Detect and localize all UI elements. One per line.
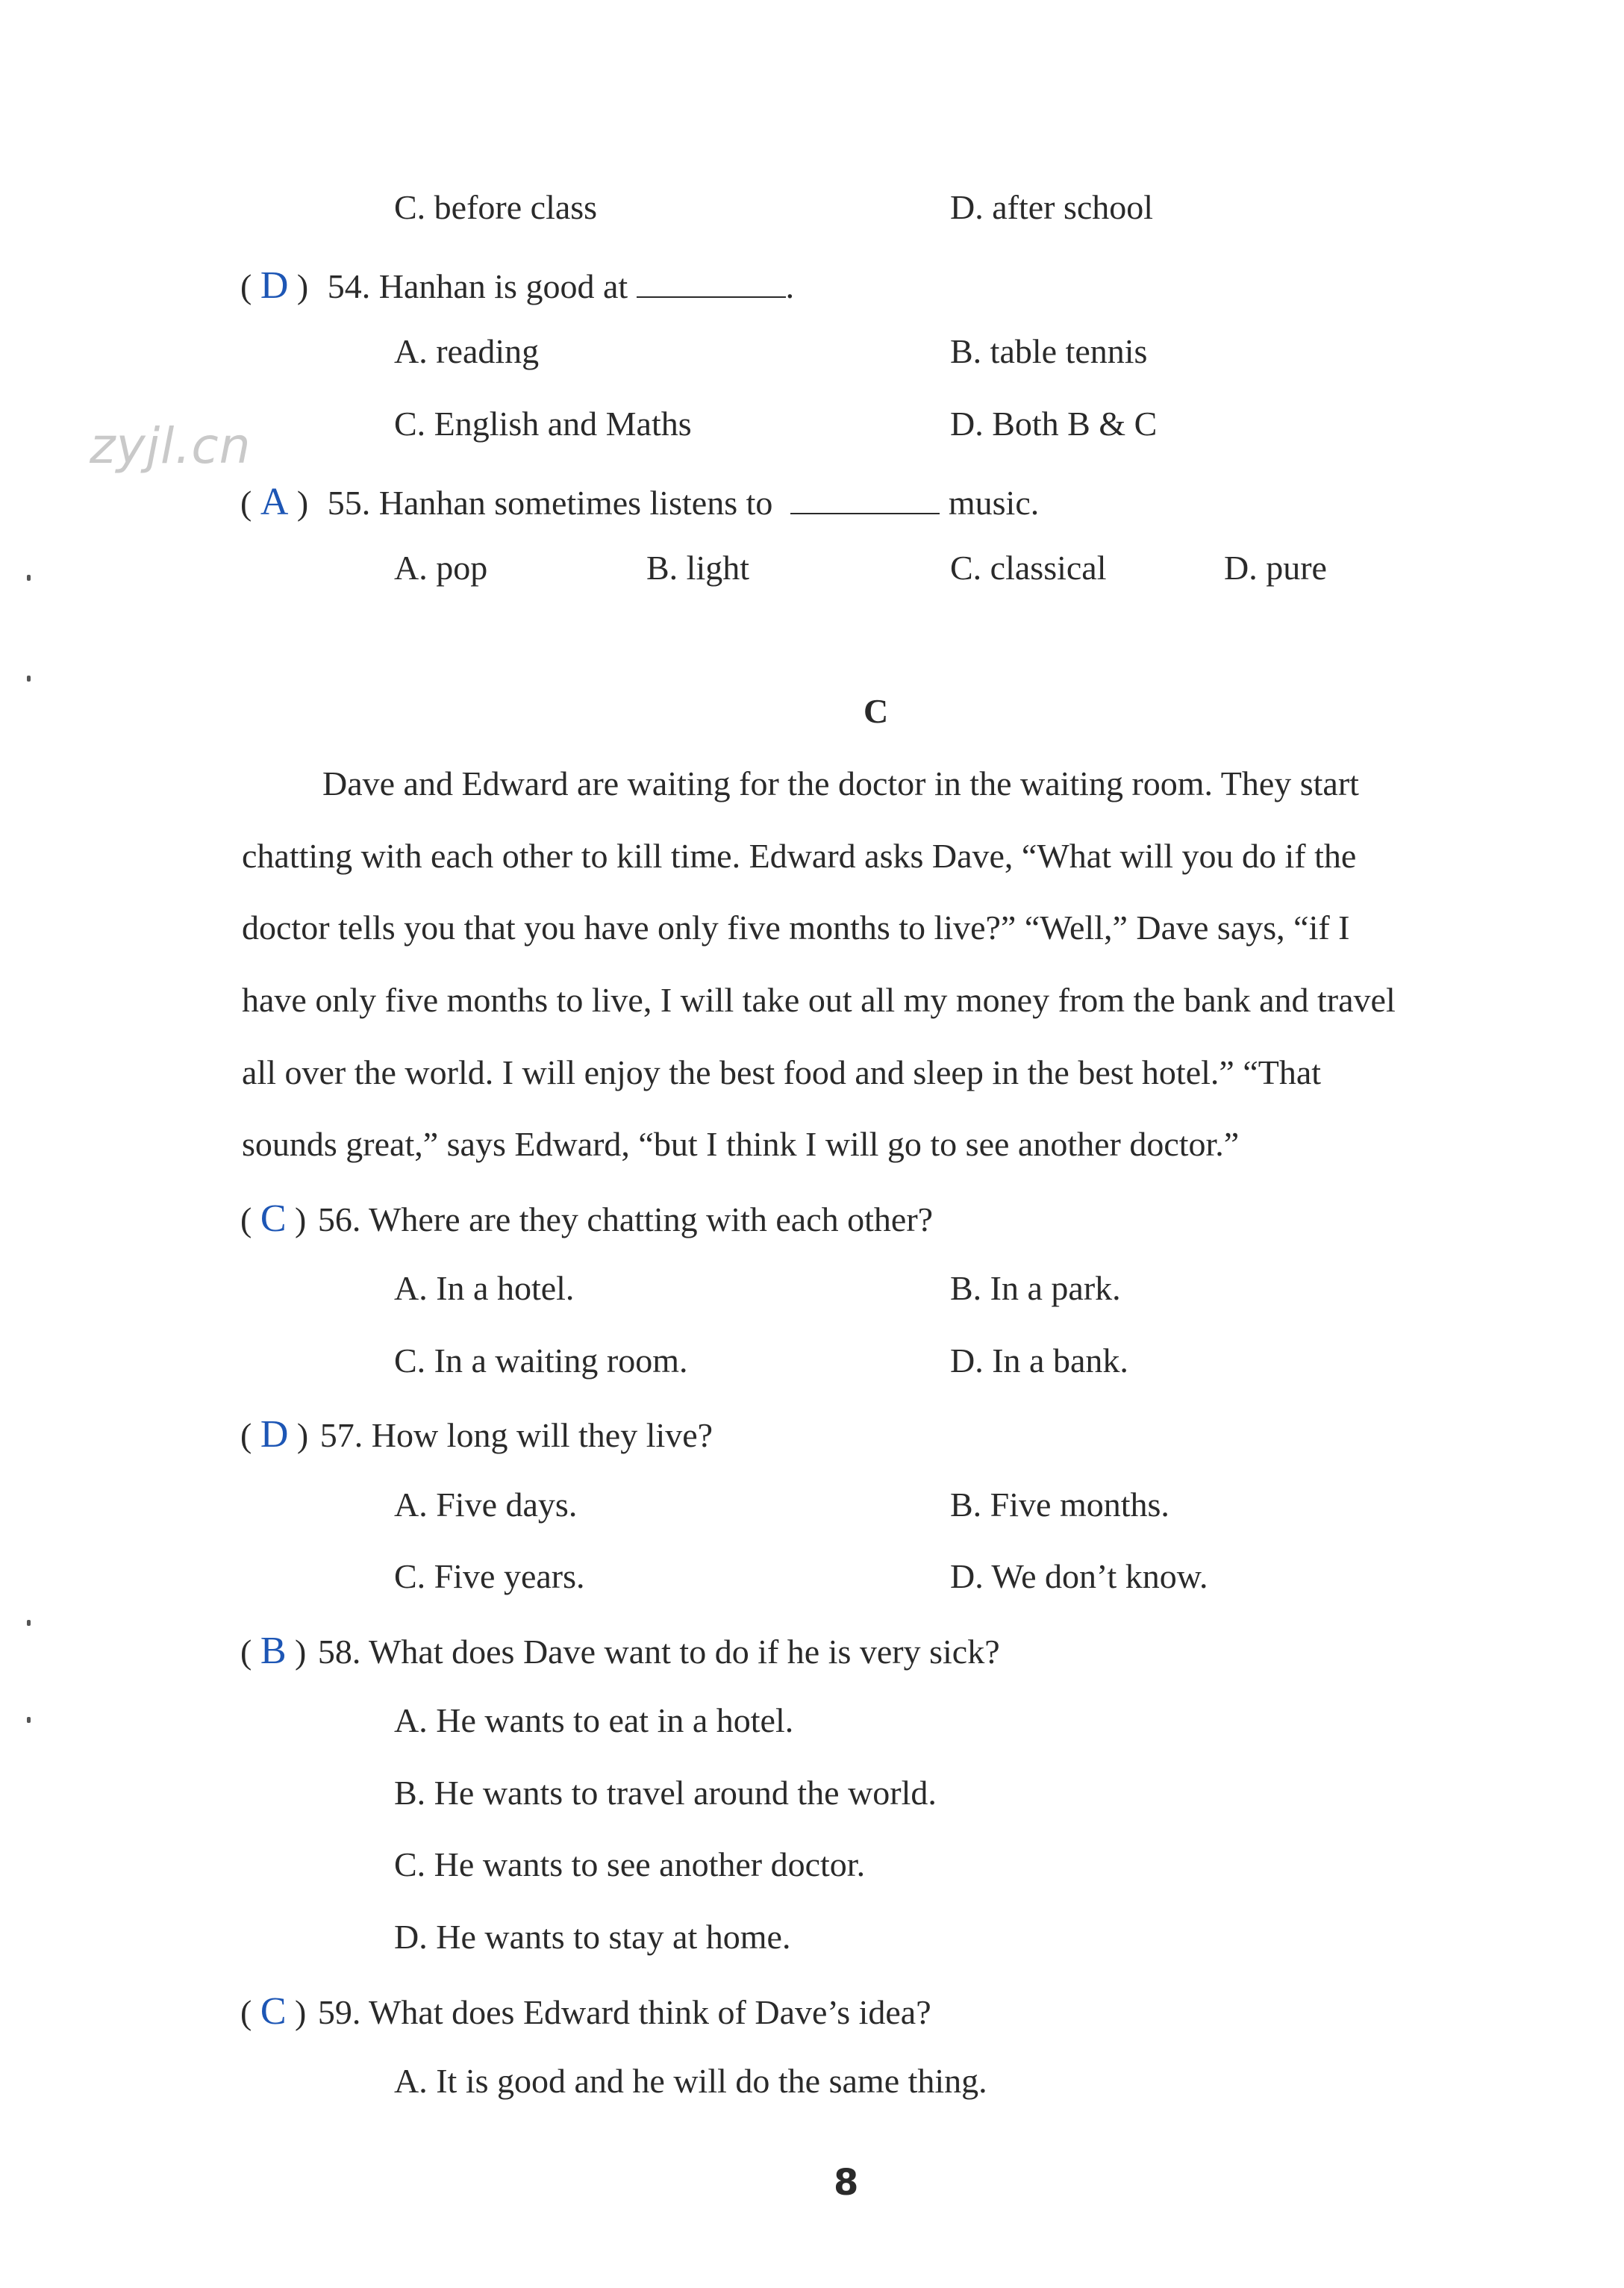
question-stem: 55. Hanhan sometimes listens to	[327, 484, 773, 522]
q57-option-c: C. Five years.	[394, 1557, 585, 1595]
answer-bracket-close: )	[286, 1993, 307, 2031]
answer-bracket-open: (	[240, 1200, 260, 1238]
question-59	[240, 1992, 931, 2031]
q57-option-d: D. We don’t know.	[950, 1557, 1208, 1595]
passage-line: all over the world. I will enjoy the best food and sleep in the best hotel.” “That	[242, 1053, 1322, 1091]
question-stem-end: .	[785, 267, 795, 305]
page-number: 8	[834, 2162, 859, 2204]
q54-option-d: D. Both B & C	[950, 405, 1158, 443]
passage-line: sounds great,” says Edward, “but I think I will go to see another doctor.”	[242, 1125, 1240, 1163]
margin-mark	[27, 1620, 31, 1626]
answer-value: C	[260, 1197, 287, 1240]
passage-line: doctor tells you that you have only five months to live?” “Well,” Dave says, “if I	[242, 908, 1350, 947]
question-stem: 57. How long will they live?	[319, 1416, 713, 1454]
answer-blank	[790, 479, 940, 514]
answer-bracket-open: (	[240, 1993, 260, 2031]
q56-option-a: A. In a hotel.	[394, 1269, 575, 1307]
answer-bracket-open: (	[240, 1416, 260, 1454]
q54-option-a: A. reading	[394, 332, 540, 370]
question-stem-end: music.	[948, 484, 1040, 522]
answer-value: D	[260, 1413, 289, 1456]
question-stem: 59. What does Edward think of Dave’s idea?	[317, 1993, 931, 2031]
q55-option-b: B. light	[646, 549, 750, 587]
q56-option-c: C. In a waiting room.	[394, 1341, 688, 1380]
question-57	[240, 1415, 713, 1454]
q57-option-b: B. Five months.	[950, 1486, 1169, 1524]
question-stem: 56. Where are they chatting with each other?	[317, 1200, 934, 1238]
question-stem: 54. Hanhan is good at	[327, 267, 628, 305]
q56-option-d: D. In a bank.	[950, 1341, 1128, 1380]
q59-option-a: A. It is good and he will do the same thing.	[394, 2062, 987, 2100]
margin-mark	[27, 575, 31, 581]
answer-bracket-close: )	[286, 1633, 307, 1671]
question-stem: 58. What does Dave want to do if he is very sick?	[317, 1633, 1000, 1671]
answer-bracket-open: (	[240, 484, 260, 522]
q55-option-d: D. pure	[1224, 549, 1327, 587]
q58-option-b: B. He wants to travel around the world.	[394, 1774, 937, 1812]
passage-line: have only five months to live, I will take out all my money from the bank and travel	[242, 981, 1396, 1019]
answer-value: A	[260, 481, 289, 523]
q58-option-c: C. He wants to see another doctor.	[394, 1845, 866, 1883]
question-58	[240, 1632, 1000, 1671]
answer-bracket-close: )	[288, 484, 309, 522]
answer-blank	[637, 262, 786, 298]
q56-option-b: B. In a park.	[950, 1269, 1121, 1307]
question-56	[240, 1197, 934, 1240]
answer-value: C	[260, 1990, 287, 2033]
answer-bracket-close: )	[288, 1416, 309, 1454]
q58-option-a: A. He wants to eat in a hotel.	[394, 1701, 794, 1739]
answer-bracket-close: )	[286, 1200, 307, 1238]
passage-line: Dave and Edward are waiting for the doctor in the waiting room. They start	[322, 764, 1359, 802]
answer-bracket-close: )	[288, 267, 309, 305]
question-54	[240, 262, 794, 305]
margin-mark	[27, 676, 31, 682]
q57-option-a: A. Five days.	[394, 1486, 578, 1524]
q53-option-c: C. before class	[394, 188, 598, 226]
q53-option-d: D. after school	[950, 188, 1154, 226]
q58-option-d: D. He wants to stay at home.	[394, 1918, 791, 1956]
passage-line: chatting with each other to kill time. Edward asks Dave, “What will you do if the	[242, 837, 1357, 875]
q55-option-a: A. pop	[394, 549, 488, 587]
answer-value: D	[260, 264, 289, 307]
q54-option-c: C. English and Maths	[394, 405, 692, 443]
section-heading: C	[863, 692, 889, 730]
watermark-logo: zyjl.cn	[90, 417, 252, 475]
q54-option-b: B. table tennis	[950, 332, 1148, 370]
answer-bracket-open: (	[240, 267, 260, 305]
margin-mark	[27, 1717, 31, 1723]
answer-value: B	[260, 1630, 287, 1672]
question-55	[240, 479, 1039, 522]
answer-bracket-open: (	[240, 1633, 260, 1671]
q55-option-c: C. classical	[950, 549, 1107, 587]
